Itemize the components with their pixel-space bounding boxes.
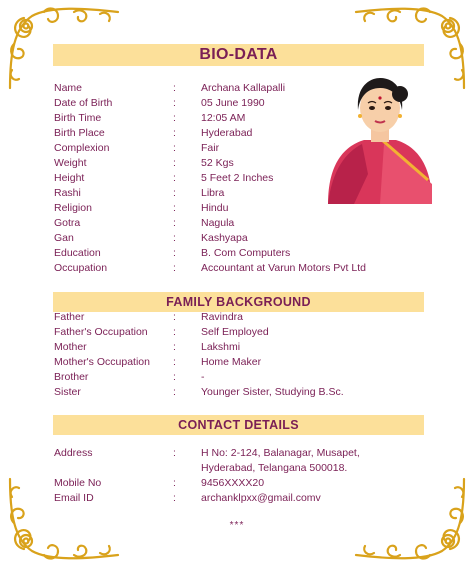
field-value: Accountant at Varun Motors Pvt Ltd bbox=[201, 262, 366, 274]
field-label: Email ID bbox=[54, 492, 94, 504]
family-background-heading: FAMILY BACKGROUND bbox=[53, 292, 424, 312]
field-label: Complexion bbox=[54, 142, 110, 154]
woman-portrait-illustration bbox=[324, 74, 436, 204]
field-value: Hindu bbox=[201, 202, 229, 214]
field-value: 05 June 1990 bbox=[201, 97, 265, 109]
field-value: Archana Kallapalli bbox=[201, 82, 286, 94]
field-label: Birth Place bbox=[54, 127, 105, 139]
field-label: Mother's Occupation bbox=[54, 356, 150, 368]
colon-separator: : bbox=[173, 157, 176, 169]
field-value: 52 Kgs bbox=[201, 157, 234, 169]
field-label: Mother bbox=[54, 341, 87, 353]
field-value: Lakshmi bbox=[201, 341, 241, 353]
colon-separator: : bbox=[173, 447, 176, 459]
floral-corner-ornament-icon bbox=[350, 473, 470, 563]
field-value: 12:05 AM bbox=[201, 112, 246, 124]
field-label: Sister bbox=[54, 386, 81, 398]
field-label: Education bbox=[54, 247, 101, 259]
colon-separator: : bbox=[173, 371, 176, 383]
field-label: Father's Occupation bbox=[54, 326, 148, 338]
field-label: Date of Birth bbox=[54, 97, 113, 109]
field-label: Name bbox=[54, 82, 83, 94]
field-value: - bbox=[201, 371, 205, 383]
colon-separator: : bbox=[173, 492, 176, 504]
footer-stars: *** bbox=[229, 520, 245, 531]
field-value: Hyderabad bbox=[201, 127, 253, 139]
contact-details-heading: CONTACT DETAILS bbox=[53, 415, 424, 435]
field-label: Address bbox=[54, 447, 93, 459]
field-label: Rashi bbox=[54, 187, 81, 199]
colon-separator: : bbox=[173, 187, 176, 199]
colon-separator: : bbox=[173, 326, 176, 338]
field-label: Gan bbox=[54, 232, 74, 244]
field-label: Birth Time bbox=[54, 112, 102, 124]
field-value: Ravindra bbox=[201, 311, 244, 323]
field-value: H No: 2-124, Balanagar, Musapet, bbox=[201, 447, 360, 459]
colon-separator: : bbox=[173, 142, 176, 154]
field-value: Self Employed bbox=[201, 326, 269, 338]
field-value: Younger Sister, Studying B.Sc. bbox=[201, 386, 344, 398]
field-label: Mobile No bbox=[54, 477, 102, 489]
field-value: Nagula bbox=[201, 217, 235, 229]
colon-separator: : bbox=[173, 262, 176, 274]
colon-separator: : bbox=[173, 232, 176, 244]
colon-separator: : bbox=[173, 217, 176, 229]
field-label: Height bbox=[54, 172, 85, 184]
colon-separator: : bbox=[173, 82, 176, 94]
field-value: Home Maker bbox=[201, 356, 262, 368]
field-value: B. Com Computers bbox=[201, 247, 291, 259]
field-label: Occupation bbox=[54, 262, 108, 274]
colon-separator: : bbox=[173, 311, 176, 323]
field-value: Hyderabad, Telangana 500018. bbox=[201, 462, 348, 474]
colon-separator: : bbox=[173, 386, 176, 398]
field-value: 9456XXXX20 bbox=[201, 477, 265, 489]
colon-separator: : bbox=[173, 172, 176, 184]
field-label: Brother bbox=[54, 371, 89, 383]
field-value: Kashyapa bbox=[201, 232, 248, 244]
field-label: Father bbox=[54, 311, 85, 323]
colon-separator: : bbox=[173, 97, 176, 109]
colon-separator: : bbox=[173, 112, 176, 124]
field-label: Gotra bbox=[54, 217, 81, 229]
field-label: Religion bbox=[54, 202, 92, 214]
field-value: 5 Feet 2 Inches bbox=[201, 172, 274, 184]
field-value: Libra bbox=[201, 187, 225, 199]
colon-separator: : bbox=[173, 247, 176, 259]
colon-separator: : bbox=[173, 341, 176, 353]
colon-separator: : bbox=[173, 477, 176, 489]
field-value: archanklpxx@gmail.comv bbox=[201, 492, 321, 504]
field-label: Weight bbox=[54, 157, 87, 169]
colon-separator: : bbox=[173, 202, 176, 214]
colon-separator: : bbox=[173, 127, 176, 139]
colon-separator: : bbox=[173, 356, 176, 368]
page-title: BIO-DATA bbox=[53, 44, 424, 66]
field-value: Fair bbox=[201, 142, 220, 154]
